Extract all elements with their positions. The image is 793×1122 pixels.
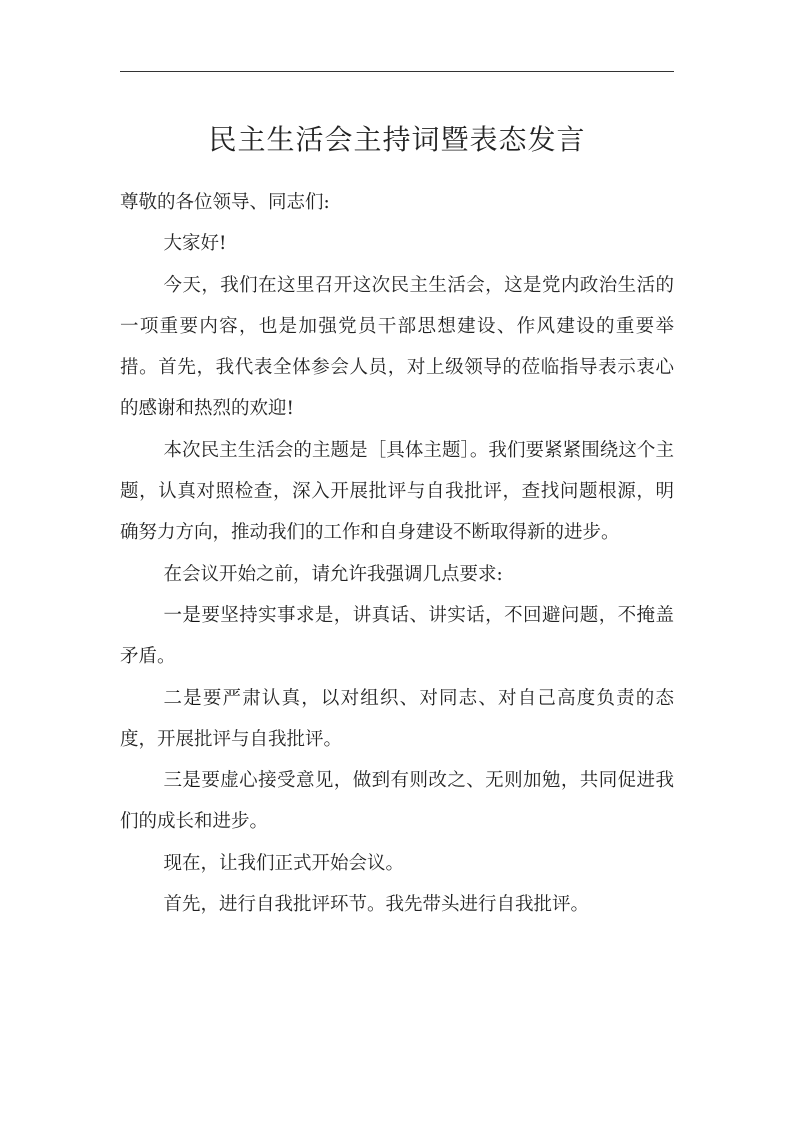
requirement-lead: 一是 [163, 604, 202, 626]
requirement-item [120, 678, 674, 761]
paragraph-self-criticism: 首先，进行自我批评环节。我先带头进行自我批评。 [163, 894, 589, 916]
requirement-item [120, 595, 674, 678]
paragraph-opening: 今天，我们在这里召开这次民主生活会，这是党内政治生活的一项重要内容，也是加强党员干部思想建设、作风建设的重要举措。首先，我代表全体参会人员，对上级领导的莅临指导表示衷心的感谢和热烈的欢迎! [120, 274, 674, 420]
requirement-lead: 二是 [163, 687, 203, 709]
requirement-lead: 三是 [163, 770, 202, 792]
requirement-text: 要严肃认真，以对组织、对同志、对自己高度负责的态度，开展批评与自我批评。 [120, 687, 674, 750]
paragraph-theme: 本次民主生活会的主题是［具体主题］。我们要紧紧围绕这个主题，认真对照检查，深入开展批评与自我批评，查找问题根源，明确努力方向，推动我们的工作和自身建设不断取得新的进步。 [120, 439, 674, 544]
paragraph-requirements-intro: 在会议开始之前，请允许我强调几点要求: [163, 563, 503, 585]
salutation: 尊敬的各位领导、同志们: [120, 192, 330, 213]
paragraph-start-meeting: 现在，让我们正式开始会议。 [163, 852, 404, 874]
document-title: 民主生活会主持词暨表态发言 [208, 123, 586, 156]
header-rule [120, 71, 674, 72]
document-body [120, 182, 674, 925]
requirement-item [120, 760, 674, 843]
greeting: 大家好! [163, 233, 227, 255]
requirement-text: 要虚心接受意见，做到有则改之、无则加勉，共同促进我们的成长和进步。 [120, 770, 674, 833]
requirement-text: 要坚持实事求是，讲真话、讲实话，不回避问题，不掩盖矛盾。 [120, 604, 674, 668]
